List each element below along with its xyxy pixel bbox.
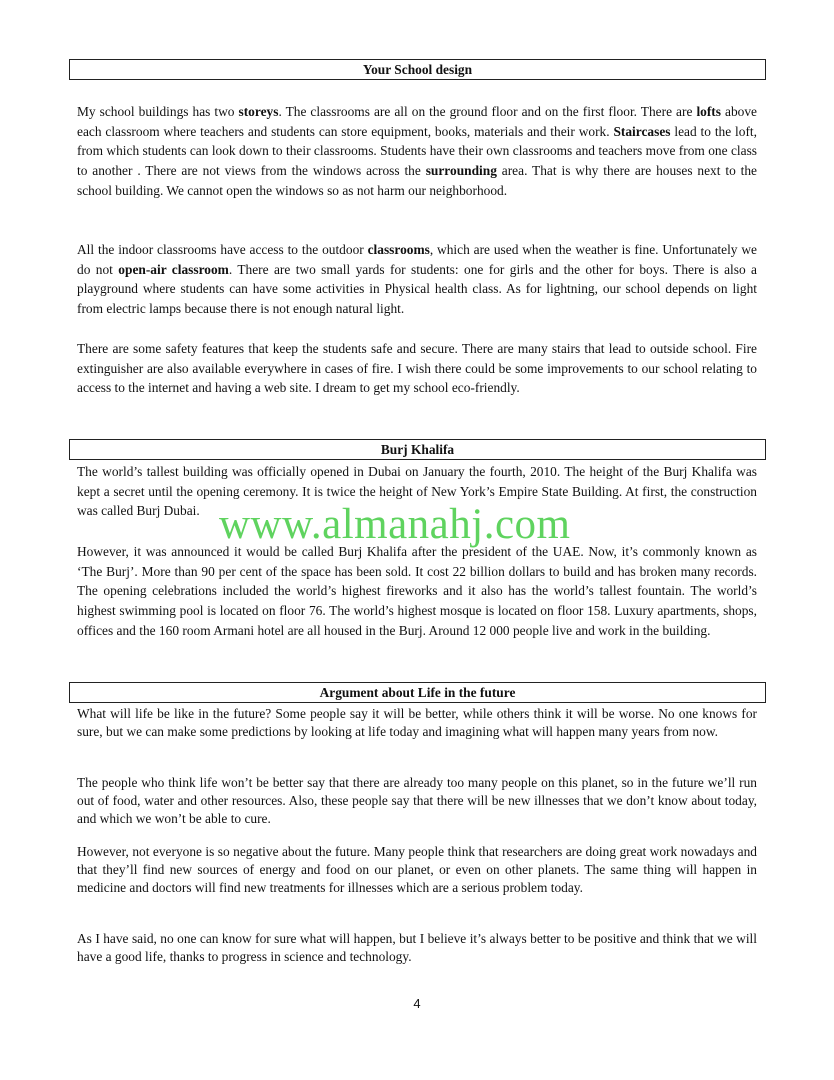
- bold-term: open-air classroom: [118, 261, 229, 277]
- text-run: area. That is why there are houses next to the school building. We cannot open the windows so as not harm our neighborhood.: [77, 163, 757, 198]
- future-paragraph-3: However, not everyone is so negative about the future. Many people think that researchers are doing great work nowadays and that they’ll find new sources of energy and food on our planet, or even on other planets. The same thing will happen in medicine and doctors will find new treatments for illnesses which are a serious problem today.: [77, 844, 757, 895]
- section-title-burj-khalifa: Burj Khalifa: [69, 439, 766, 460]
- bold-term: storeys: [238, 104, 279, 119]
- bold-term: Staircases: [613, 123, 671, 139]
- section-title-life-future: Argument about Life in the future: [69, 682, 766, 703]
- school-design-paragraph-2: [77, 240, 757, 319]
- text-run: , which are used when the weather is fine. Unfortunately we do not: [77, 242, 757, 277]
- bold-term: lofts: [696, 104, 721, 119]
- future-paragraph-2: The people who think life won’t be better say that there are already too many people on this planet, so in the future we’ll run out of food, water and other resources. Also, these people say that there will be new illnesses that we don’t know about today, and which we won’t be able to cure.: [77, 775, 757, 826]
- page-number: 4: [413, 996, 421, 1011]
- text-run: . There are two small yards for students: one for girls and the other for boys. There is also a playground where students can have some activities in Physical health class. As for lightning, our school depends on light from electric lamps because there is not enough natural light.: [77, 261, 757, 317]
- bold-term: classrooms: [367, 242, 430, 257]
- text-run: All the indoor classrooms have access to the outdoor: [77, 242, 368, 257]
- school-design-paragraph-1: [77, 102, 757, 201]
- section-title-school-design: Your School design: [69, 59, 766, 80]
- text-run: My school buildings has two: [77, 104, 239, 119]
- text-run: lead to the loft, from which students can look down to their classrooms. Students have their own classrooms and teachers move from one class to another . There are not views from the windows across the: [77, 123, 757, 179]
- text-run: . The classrooms are all on the ground floor and on the first floor. There are: [278, 104, 697, 119]
- bold-term: surrounding: [425, 163, 497, 179]
- future-paragraph-1: What will life be like in the future? Some people say it will be better, while others think it will be worse. No one knows for sure, but we can make some predictions by looking at life today and imagining what will happen many years from now.: [77, 706, 757, 739]
- burj-khalifa-paragraph-1: The world’s tallest building was officially opened in Dubai on January the fourth, 2010. The height of the Burj Khalifa was kept a secret until the opening ceremony. It is twice the height of New York’s Empire State Building. At first, the construction was called Burj Dubai.: [77, 464, 757, 519]
- burj-khalifa-paragraph-2: However, it was announced it would be called Burj Khalifa after the president of the UAE. Now, it’s commonly known as ‘The Burj’. More than 90 per cent of the space has been sold. It cost 22 billion dollars to build and has broken many records. The opening celebrations included the world’s highest fireworks and it also has the world’s tallest fountain. The world’s highest swimming pool is located on floor 76. The world’s highest mosque is located on floor 158. Luxury apartments, shops, offices and the 160 room Armani hotel are all housed in the Burj. Around 12 000 people live and work in the building.: [77, 544, 757, 638]
- watermark-url: www.almanahj.com: [219, 501, 571, 548]
- text-run: above each classroom where teachers and students can store equipment, books, materials and their work.: [77, 104, 757, 139]
- school-design-paragraph-3: There are some safety features that keep the students safe and secure. There are many stairs that lead to outside school. Fire extinguisher are also available everywhere in cases of fire. I wish there could be some improvements to our school relating to access to the internet and having a web site. I dream to get my school eco-friendly.: [77, 341, 757, 396]
- future-paragraph-4: As I have said, no one can know for sure what will happen, but I believe it’s always better to be positive and think that we will have a good life, thanks to progress in science and technology.: [77, 931, 757, 964]
